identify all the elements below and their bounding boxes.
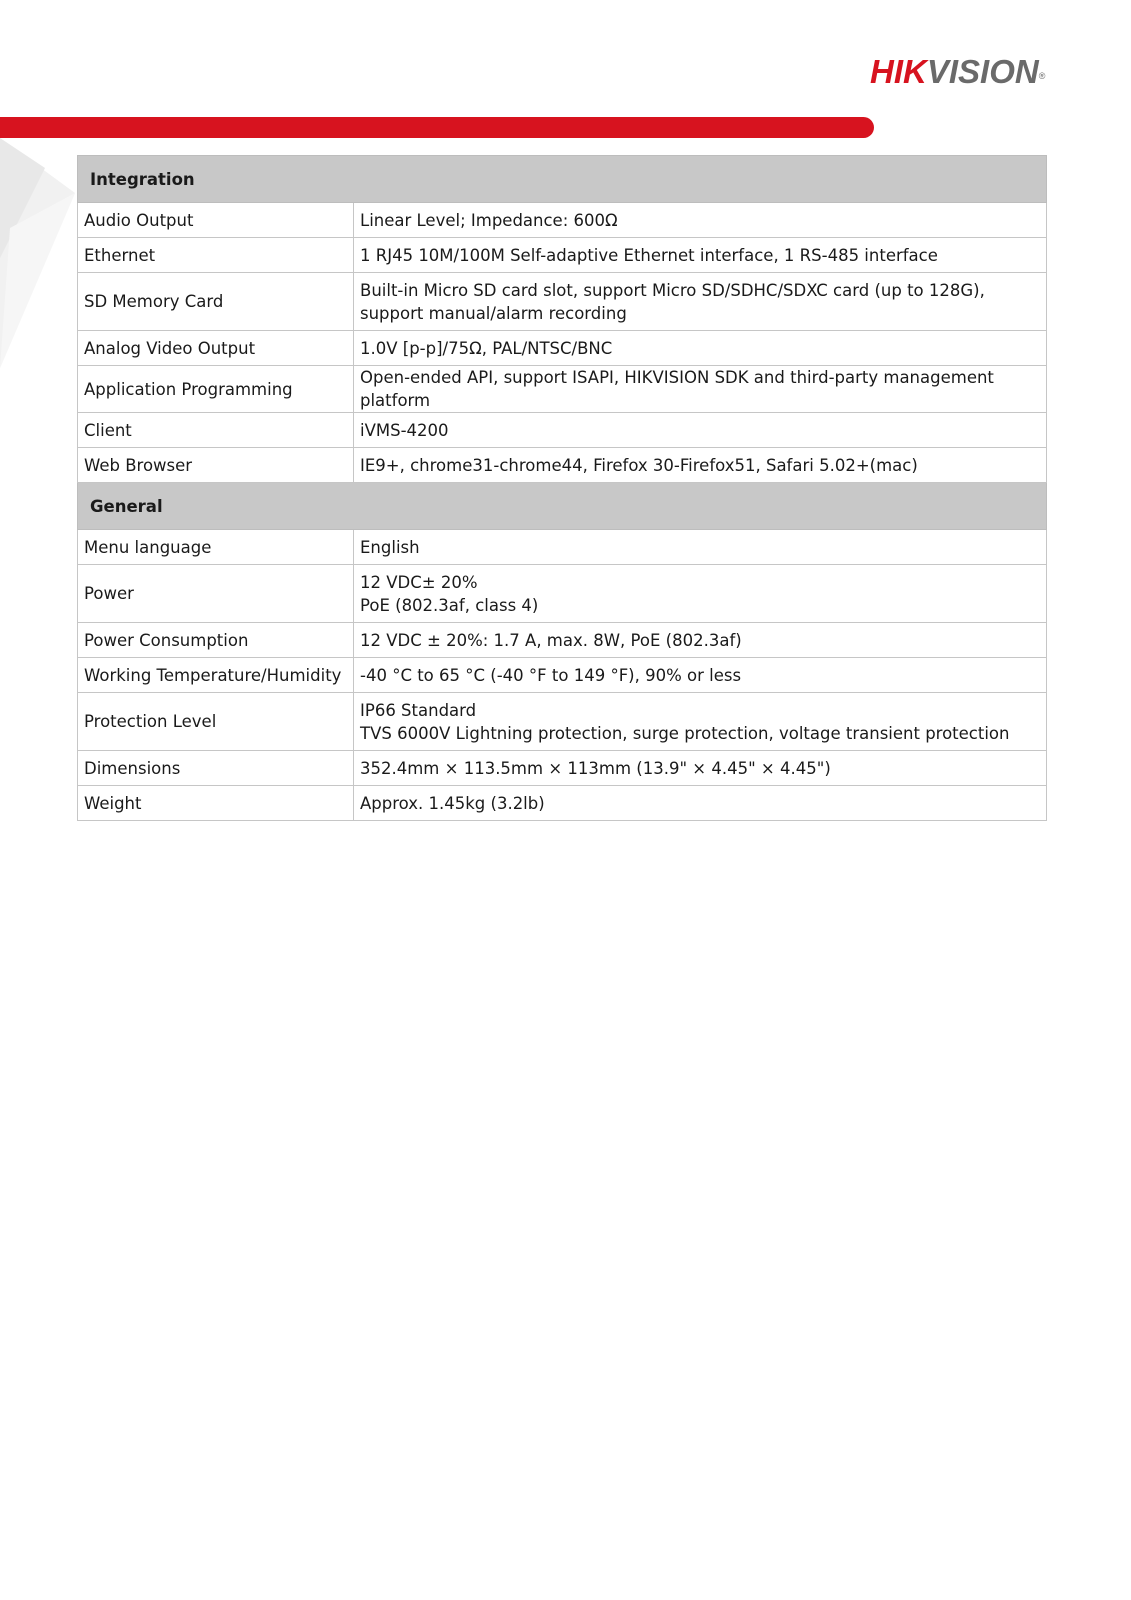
table-row	[78, 751, 1047, 786]
spec-value	[354, 238, 1047, 273]
spec-value	[354, 623, 1047, 658]
spec-value-line: IP66 Standard	[360, 700, 477, 720]
spec-label: Weight	[78, 786, 354, 821]
spec-label: Protection Level	[78, 693, 354, 751]
spec-value	[354, 658, 1047, 693]
spec-value-line: Approx. 1.45kg (3.2lb)	[360, 793, 545, 813]
spec-label: Working Temperature/Humidity	[78, 658, 354, 693]
table-row	[78, 331, 1047, 366]
table-row	[78, 530, 1047, 565]
table-row	[78, 786, 1047, 821]
spec-value-line: 12 VDC ± 20%: 1.7 A, max. 8W, PoE (802.3af)	[360, 630, 742, 650]
table-row	[78, 366, 1047, 413]
table-row	[78, 238, 1047, 273]
spec-value	[354, 693, 1047, 751]
table-row	[78, 658, 1047, 693]
spec-label: SD Memory Card	[78, 273, 354, 331]
spec-value-line: Built-in Micro SD card slot, support Micro SD/SDHC/SDXC card (up to 128G), support manual/alarm recording	[360, 280, 985, 323]
table-row	[78, 693, 1047, 751]
spec-label: Application Programming	[78, 366, 354, 413]
spec-value-line: 12 VDC± 20%	[360, 572, 478, 592]
registered-mark: ®	[1038, 71, 1046, 81]
specification-table	[77, 155, 1047, 821]
spec-value-line: -40 °C to 65 °C (-40 °F to 149 °F), 90% or less	[360, 665, 742, 685]
spec-value-line: 1.0V [p-p]/75Ω, PAL/NTSC/BNC	[360, 338, 613, 358]
table-row	[78, 203, 1047, 238]
spec-value	[354, 530, 1047, 565]
table-row	[78, 448, 1047, 483]
logo-text-vision: VISION	[926, 53, 1039, 90]
spec-value-line: PoE (802.3af, class 4)	[360, 595, 539, 615]
table-row	[78, 273, 1047, 331]
spec-value	[354, 273, 1047, 331]
spec-value-line: IE9+, chrome31-chrome44, Firefox 30-Firefox51, Safari 5.02+(mac)	[360, 455, 918, 475]
spec-value-line: 1 RJ45 10M/100M Self-adaptive Ethernet interface, 1 RS-485 interface	[360, 245, 938, 265]
spec-label: Dimensions	[78, 751, 354, 786]
logo-text-hik: HIK	[870, 53, 927, 90]
spec-label: Audio Output	[78, 203, 354, 238]
spec-value	[354, 448, 1047, 483]
spec-label: Power Consumption	[78, 623, 354, 658]
spec-value-line: 352.4mm × 113.5mm × 113mm (13.9" × 4.45" × 4.45")	[360, 758, 831, 778]
spec-value	[354, 786, 1047, 821]
spec-label: Web Browser	[78, 448, 354, 483]
spec-value	[354, 751, 1047, 786]
section-title: General	[78, 483, 1047, 530]
table-row	[78, 565, 1047, 623]
spec-value	[354, 366, 1047, 413]
spec-label: Ethernet	[78, 238, 354, 273]
table-row	[78, 413, 1047, 448]
spec-value-line: Open-ended API, support ISAPI, HIKVISION SDK and third-party management platform	[360, 368, 994, 410]
section-title: Integration	[78, 156, 1047, 203]
spec-value-line: English	[360, 537, 420, 557]
spec-label: Client	[78, 413, 354, 448]
table-row	[78, 623, 1047, 658]
spec-value-line: TVS 6000V Lightning protection, surge protection, voltage transient protection	[360, 723, 1010, 743]
spec-value	[354, 331, 1047, 366]
section-header-row	[78, 156, 1047, 203]
hikvision-logo	[870, 52, 1045, 92]
spec-label: Power	[78, 565, 354, 623]
spec-value	[354, 565, 1047, 623]
header-red-bar	[0, 117, 874, 138]
spec-label: Analog Video Output	[78, 331, 354, 366]
spec-value-line: Linear Level; Impedance: 600Ω	[360, 210, 618, 230]
section-header-row	[78, 483, 1047, 530]
spec-value-line: iVMS-4200	[360, 420, 449, 440]
spec-label: Menu language	[78, 530, 354, 565]
spec-value	[354, 413, 1047, 448]
spec-value	[354, 203, 1047, 238]
